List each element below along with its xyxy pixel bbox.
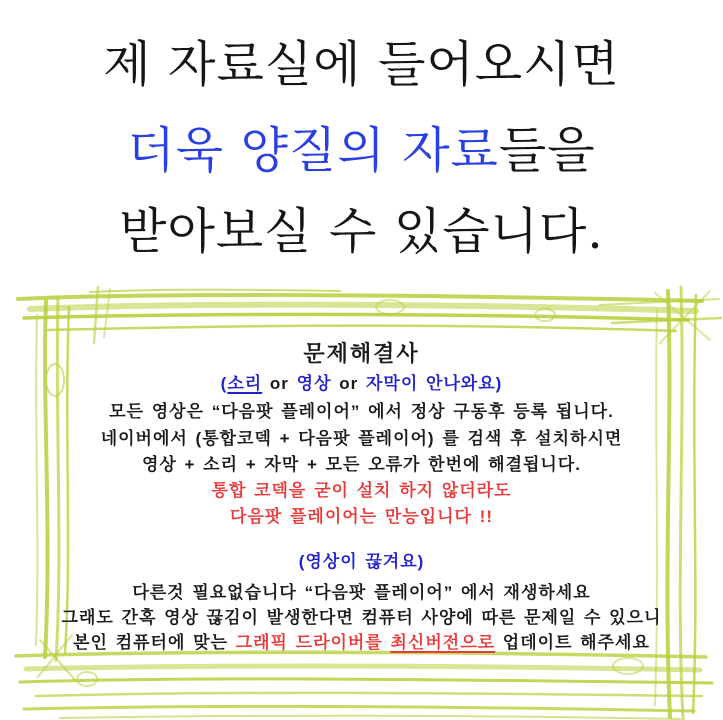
stutter-last-line-part: 업데이트 해주세요 <box>495 633 650 652</box>
header-line-1: 제 자료실에 들어오시면 <box>103 36 620 93</box>
header-line-2 <box>0 112 723 182</box>
audio-highlight-line: 통합 코덱을 굳이 설치 하지 않더라도 <box>211 481 512 500</box>
stutter-last-line <box>0 628 723 653</box>
audio-subtitle-part: or <box>331 374 366 393</box>
audio-subtitle-part: 영상 <box>296 374 332 393</box>
audio-highlight-line: 다음팟 플레이어는 만능입니다 !! <box>230 507 493 526</box>
audio-subtitle <box>0 369 723 394</box>
audio-subtitle-part: or <box>262 374 297 393</box>
stutter-last-line-part: 그래픽 드라이버를 <box>235 633 391 652</box>
stutter-line: 다른것 필요없습니다 “다음팟 플레이어” 에서 재생하세요 <box>132 583 591 602</box>
stutter-last-line-part: 최신버전으로 <box>390 633 496 652</box>
header-line-2-blue: 더욱 양질의 자료 <box>127 122 499 179</box>
audio-subtitle-part: ( <box>220 374 228 393</box>
audio-subtitle-part: 자막이 안나와요) <box>365 374 503 393</box>
audio-line: 모든 영상은 “다음팟 플레이어” 에서 정상 구동후 등록 됩니다. <box>109 402 614 421</box>
box-title: 문제해결사 <box>303 341 420 366</box>
audio-subtitle-part: 소리 <box>227 374 263 393</box>
stutter-line: 그래도 간혹 영상 끊김이 발생한다면 컴퓨터 사양에 따른 문제일 수 있으니 <box>61 608 662 627</box>
header-line-3: 받아보실 수 있습니다. <box>119 203 604 260</box>
audio-line: 영상 + 소리 + 자막 + 모든 오류가 한번에 해결됩니다. <box>141 455 582 474</box>
stutter-subtitle: (영상이 끊겨요) <box>298 552 425 571</box>
header-line-2-black: 들을 <box>498 122 596 179</box>
audio-line: 네이버에서 (통합코덱 + 다음팟 플레이어) 를 검색 후 설치하시면 <box>100 429 623 448</box>
stutter-last-line-part: 본인 컴퓨터에 맞는 <box>73 633 236 652</box>
